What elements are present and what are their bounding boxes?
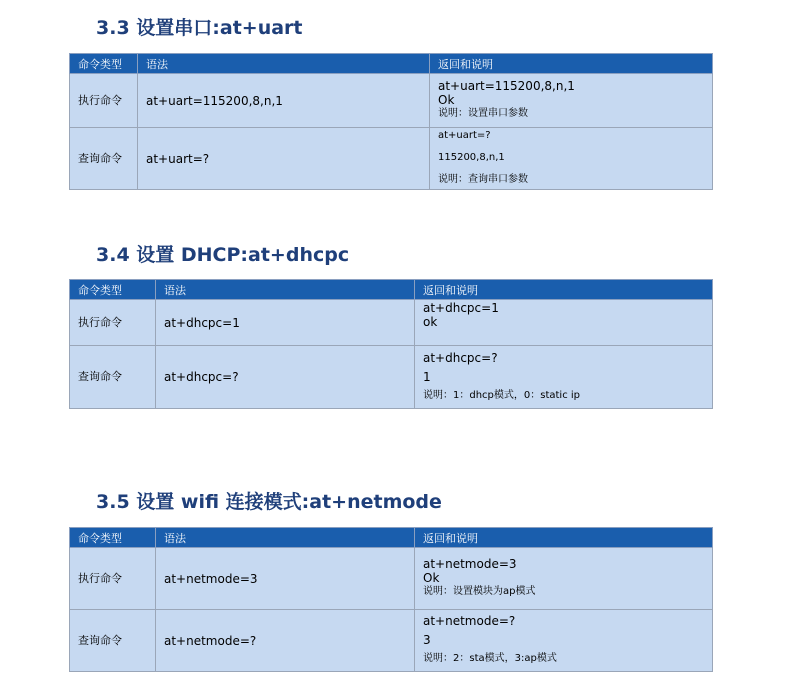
return-note: 说明：2：sta模式，3:ap模式 bbox=[423, 653, 557, 664]
table-header-row bbox=[70, 528, 713, 548]
return-line: Ok bbox=[423, 571, 440, 585]
syntax-cell: at+uart=? bbox=[138, 128, 430, 190]
header-command-type: 命令类型 bbox=[70, 54, 138, 74]
returns-cell bbox=[415, 300, 713, 346]
table-header-row bbox=[70, 280, 713, 300]
command-type-cell: 查询命令 bbox=[70, 128, 138, 190]
return-line: at+dhcpc=? bbox=[423, 350, 498, 365]
return-line: 3 bbox=[423, 633, 431, 647]
returns-cell bbox=[430, 74, 713, 128]
return-line: 1 bbox=[423, 369, 431, 384]
return-note: 说明：设置串口参数 bbox=[438, 108, 528, 119]
return-line: 115200,8,n,1 bbox=[438, 152, 505, 163]
header-command-type: 命令类型 bbox=[70, 280, 156, 300]
header-returns: 返回和说明 bbox=[430, 54, 713, 74]
return-line: at+uart=? bbox=[438, 130, 491, 141]
table-row bbox=[70, 300, 713, 346]
return-line: at+dhcpc=1 bbox=[423, 301, 499, 315]
syntax-cell: at+netmode=? bbox=[156, 610, 415, 672]
netmode-command-table bbox=[69, 527, 713, 672]
table-row bbox=[70, 346, 713, 409]
section-title-netmode: 3.5 设置 wifi 连接模式:at+netmode bbox=[96, 491, 442, 513]
return-line: ok bbox=[423, 315, 438, 329]
header-syntax: 语法 bbox=[156, 280, 415, 300]
table-row bbox=[70, 548, 713, 610]
returns-cell bbox=[430, 128, 713, 190]
table-row bbox=[70, 74, 713, 128]
uart-command-table bbox=[69, 53, 713, 190]
table-row bbox=[70, 610, 713, 672]
section-title-dhcp: 3.4 设置 DHCP:at+dhcpc bbox=[96, 244, 350, 266]
command-type-cell: 查询命令 bbox=[70, 346, 156, 409]
syntax-cell: at+dhcpc=1 bbox=[156, 300, 415, 346]
header-syntax: 语法 bbox=[138, 54, 430, 74]
table-row bbox=[70, 128, 713, 190]
return-line: at+netmode=3 bbox=[423, 557, 517, 571]
syntax-cell: at+netmode=3 bbox=[156, 548, 415, 610]
command-type-cell: 执行命令 bbox=[70, 74, 138, 128]
return-line: at+uart=115200,8,n,1 bbox=[438, 79, 575, 93]
returns-cell bbox=[415, 346, 713, 409]
return-note: 说明：查询串口参数 bbox=[438, 174, 528, 185]
return-note: 说明：1：dhcp模式，0：static ip bbox=[423, 389, 581, 401]
returns-cell bbox=[415, 548, 713, 610]
command-type-cell: 执行命令 bbox=[70, 300, 156, 346]
syntax-cell: at+dhcpc=? bbox=[156, 346, 415, 409]
returns-cell bbox=[415, 610, 713, 672]
header-command-type: 命令类型 bbox=[70, 528, 156, 548]
return-line: Ok bbox=[438, 93, 455, 107]
table-header-row bbox=[70, 54, 713, 74]
return-note: 说明：设置模块为ap模式 bbox=[423, 586, 536, 597]
header-syntax: 语法 bbox=[156, 528, 415, 548]
command-type-cell: 执行命令 bbox=[70, 548, 156, 610]
header-returns: 返回和说明 bbox=[415, 280, 713, 300]
dhcp-command-table bbox=[69, 279, 713, 409]
syntax-cell: at+uart=115200,8,n,1 bbox=[138, 74, 430, 128]
command-type-cell: 查询命令 bbox=[70, 610, 156, 672]
return-line: at+netmode=? bbox=[423, 614, 516, 628]
header-returns: 返回和说明 bbox=[415, 528, 713, 548]
section-title-uart: 3.3 设置串口:at+uart bbox=[96, 17, 303, 39]
